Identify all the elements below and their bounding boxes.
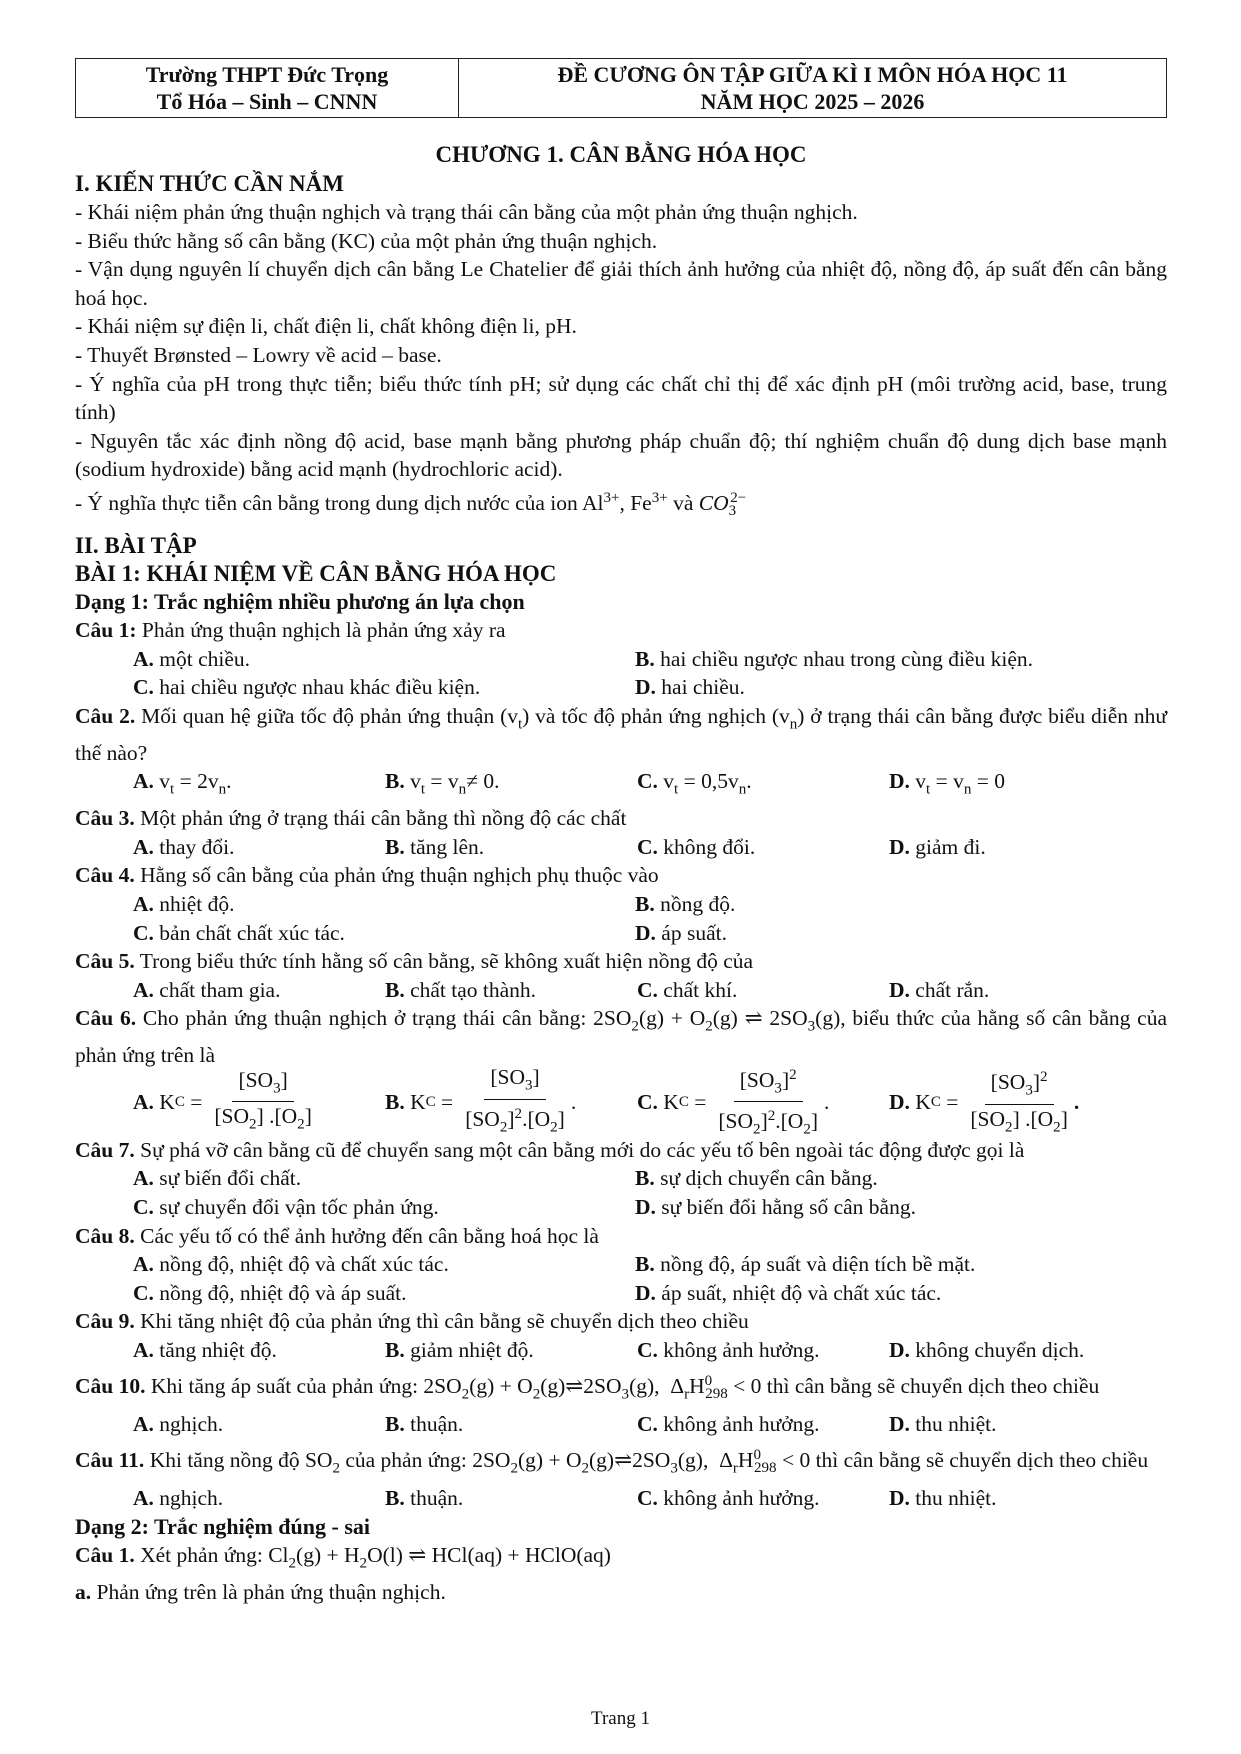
option-a: A. $v_t = 2v_n$. bbox=[133, 769, 232, 798]
option-c: C. nồng độ, nhiệt độ và áp suất. bbox=[133, 1280, 407, 1305]
type-heading: Dạng 2: Trắc nghiệm đúng - sai bbox=[75, 1513, 371, 1539]
option-d: D. thu nhiệt. bbox=[889, 1486, 997, 1511]
header-left bbox=[76, 59, 459, 117]
knowledge-item: - Biểu thức hằng số cân bằng (KC) của một phản ứng thuận nghịch. bbox=[75, 228, 658, 253]
question: Câu 3. Một phản ứng ở trạng thái cân bằng thì nồng độ các chất bbox=[75, 806, 627, 831]
question: Câu 5. Trong biểu thức tính hằng số cân bằng, sẽ không xuất hiện nồng độ của bbox=[75, 949, 754, 974]
option-a: A. nồng độ, nhiệt độ và chất xúc tác. bbox=[133, 1252, 449, 1277]
options bbox=[75, 1164, 1167, 1193]
lesson-heading: BÀI 1: KHÁI NIỆM VỀ CÂN BẰNG HÓA HỌC bbox=[75, 560, 557, 586]
question: Câu 4. Hằng số cân bằng của phản ứng thuận nghịch phụ thuộc vào bbox=[75, 863, 659, 888]
option-c: C. không ảnh hưởng. bbox=[637, 1486, 820, 1511]
page-number: Trang 1 bbox=[591, 1708, 650, 1729]
option-c: C. không đổi. bbox=[637, 834, 756, 859]
options bbox=[75, 767, 1167, 804]
option-d: D. áp suất. bbox=[635, 920, 727, 945]
section-heading: I. KIẾN THỨC CẦN NẮM bbox=[75, 171, 344, 196]
options bbox=[75, 673, 1167, 702]
option-a: A. thay đổi. bbox=[133, 834, 235, 859]
formula-options bbox=[75, 1065, 1167, 1138]
chapter-title: CHƯƠNG 1. CÂN BẰNG HÓA HỌC bbox=[435, 142, 807, 167]
option-b: B. thuận. bbox=[385, 1486, 464, 1511]
question: Câu 6. Cho phản ứng thuận nghịch ở trạng thái cân bằng: $2SO_2(g) + O_2(g)$ ⇌ $2SO_3(g)$, biểu thức của hằng số cân bằng của phản ứng trên là bbox=[75, 1006, 1167, 1068]
question: Câu 7. Sự phá vỡ cân bằng cũ để chuyển sang một cân bằng mới do các yếu tố bên ngoài tác động được gọi là bbox=[75, 1137, 1025, 1162]
option-a: A. nhiệt độ. bbox=[133, 891, 235, 916]
option-c: C. sự chuyển đổi vận tốc phản ứng. bbox=[133, 1194, 439, 1219]
question: Câu 10. Khi tăng áp suất của phản ứng: $2SO_2(g)$ + $O_2(g)\rightleftharpoons 2SO_3(g)$, $\Delta_rH^0_{298} < 0$ thì cân bằng sẽ chuyển dịch theo chiều bbox=[75, 1372, 1100, 1402]
option-a: A. chất tham gia. bbox=[133, 977, 281, 1002]
question: Câu 9. Khi tăng nhiệt độ của phản ứng thì cân bằng sẽ chuyển dịch theo chiều bbox=[75, 1309, 749, 1334]
option-b: B. sự dịch chuyển cân bằng. bbox=[635, 1166, 878, 1191]
question: Câu 8. Các yếu tố có thể ảnh hưởng đến cân bằng hoá học là bbox=[75, 1223, 599, 1248]
options bbox=[75, 1279, 1167, 1308]
option-c: C. không ảnh hưởng. bbox=[637, 1337, 820, 1362]
knowledge-item: - Khái niệm sự điện li, chất điện li, chất không điện li, pH. bbox=[75, 314, 577, 339]
option-c: C. hai chiều ngược nhau khác điều kiện. bbox=[133, 675, 481, 700]
department-name: Tổ Hóa – Sinh – CNNN bbox=[156, 89, 378, 114]
question: Câu 2. Mối quan hệ giữa tốc độ phản ứng thuận $(v_t)$ và tốc độ phản ứng nghịch $(v_n)$ ở trạng thái cân bằng được biểu diễn như thế nào? bbox=[75, 703, 1168, 765]
option-b: B. tăng lên. bbox=[385, 834, 485, 859]
options bbox=[75, 645, 1167, 674]
option-b: B. nồng độ, áp suất và diện tích bề mặt. bbox=[635, 1252, 976, 1277]
options bbox=[75, 890, 1167, 919]
school-name: Trường THPT Đức Trọng bbox=[145, 62, 389, 87]
options bbox=[75, 1193, 1167, 1222]
option-b: B. giảm nhiệt độ. bbox=[385, 1337, 534, 1362]
question: Câu 1. Xét phản ứng: $Cl_2(g) + H_2O(l)$ ⇌ HCl(aq) + HClO(aq) bbox=[75, 1542, 611, 1571]
knowledge-item: - Ý nghĩa của pH trong thực tiễn; biểu thức tính pH; sử dụng các chất chỉ thị để xác định pH (môi trường acid, base, trung tính) bbox=[75, 371, 1167, 425]
option-d: D. áp suất, nhiệt độ và chất xúc tác. bbox=[635, 1280, 942, 1305]
option-d: D. sự biến đổi hằng số cân bằng. bbox=[635, 1194, 916, 1219]
question: Câu 1: Phản ứng thuận nghịch là phản ứng xảy ra bbox=[75, 617, 506, 642]
option-a: A. một chiều. bbox=[133, 646, 251, 671]
school-year: NĂM HỌC 2025 – 2026 bbox=[700, 89, 925, 114]
option-a: A. nghịch. bbox=[133, 1486, 224, 1511]
option-b: B. thuận. bbox=[385, 1411, 464, 1436]
options bbox=[75, 833, 1167, 862]
option-b: B. $v_t = v_n\ne 0$. bbox=[385, 769, 500, 798]
knowledge-item: - Nguyên tắc xác định nồng độ acid, base mạnh bằng phương pháp chuẩn độ; thí nghiệm chuẩn độ dung dịch base mạnh (sodium hydroxide) bằng acid mạnh (hydrochloric acid). bbox=[75, 428, 1167, 482]
option-c: C. chất khí. bbox=[637, 977, 738, 1002]
option-a: A. nghịch. bbox=[133, 1411, 224, 1436]
option-d: D. hai chiều. bbox=[635, 675, 745, 700]
options bbox=[75, 976, 1167, 1005]
option-a: A. K C = $\frac{[SO_3]}{[SO_2] .[O_2]}$ bbox=[133, 1067, 312, 1133]
statement: a. Phản ứng trên là phản ứng thuận nghịch. bbox=[75, 1579, 446, 1604]
section-heading: II. BÀI TẬP bbox=[75, 532, 197, 558]
options bbox=[75, 1410, 1167, 1439]
option-b: B. K C = $\frac{[SO_3]}{[SO_2]^2.[O_2]}$ . bbox=[385, 1065, 577, 1136]
option-b: B. hai chiều ngược nhau trong cùng điều kiện. bbox=[635, 646, 1033, 671]
options bbox=[75, 1250, 1167, 1279]
options bbox=[75, 1484, 1167, 1513]
knowledge-item: - Ý nghĩa thực tiễn cân bằng trong dung dịch nước của ion $Al^{3+}$, $Fe^{3+}$ và $CO_3^{2-}$ bbox=[75, 489, 747, 520]
options bbox=[75, 1336, 1167, 1365]
option-c: C. không ảnh hưởng. bbox=[637, 1411, 820, 1436]
option-d: D. $v_t = v_n = 0$ bbox=[889, 769, 1006, 798]
option-c: C. K C = $\frac{[SO_3]^2}{[SO_2]^2.[O_2]}$ . bbox=[637, 1062, 889, 1144]
option-d: D. giảm đi. bbox=[889, 834, 986, 859]
document-page bbox=[75, 58, 1167, 1606]
knowledge-item: - Khái niệm phản ứng thuận nghịch và trạng thái cân bằng của một phản ứng thuận nghịch. bbox=[75, 200, 858, 224]
question: Câu 11. Khi tăng nồng độ $SO_2$ của phản ứng: $2SO_2(g)$ + $O_2(g)\rightleftharpoons 2SO_3(g)$, $\Delta_rH^0_{298} < 0$ thì cân bằng sẽ chuyển dịch theo chiều bbox=[75, 1446, 1149, 1477]
type-heading: Dạng 1: Trắc nghiệm nhiều phương án lựa chọn bbox=[75, 588, 525, 614]
option-c: C. $v_t = 0,5v_n$. bbox=[637, 769, 752, 798]
option-d: D. chất rắn. bbox=[889, 977, 990, 1002]
knowledge-item: - Vận dụng nguyên lí chuyển dịch cân bằng Le Chatelier để giải thích ảnh hưởng của nhiệt độ, nồng độ, áp suất đến cân bằng hoá học. bbox=[75, 257, 1167, 310]
header-table bbox=[75, 58, 1167, 118]
option-b: B. chất tạo thành. bbox=[385, 977, 537, 1002]
document-title: ĐỀ CƯƠNG ÔN TẬP GIỮA KÌ I MÔN HÓA HỌC 11 bbox=[557, 62, 1068, 87]
option-d: D. thu nhiệt. bbox=[889, 1411, 997, 1436]
option-d: D. K C = $\frac{[SO_3]^2}{[SO_2] .[O_2]}$ . bbox=[889, 1064, 1141, 1141]
option-b: B. nồng độ. bbox=[635, 891, 736, 916]
option-d: D. không chuyển dịch. bbox=[889, 1337, 1085, 1362]
knowledge-item: - Thuyết Brønsted – Lowry về acid – base. bbox=[75, 342, 442, 367]
options bbox=[75, 919, 1167, 948]
option-a: A. tăng nhiệt độ. bbox=[133, 1337, 277, 1362]
header-right bbox=[459, 59, 1166, 117]
option-c: C. bản chất chất xúc tác. bbox=[133, 920, 345, 945]
option-a: A. sự biến đổi chất. bbox=[133, 1166, 302, 1191]
